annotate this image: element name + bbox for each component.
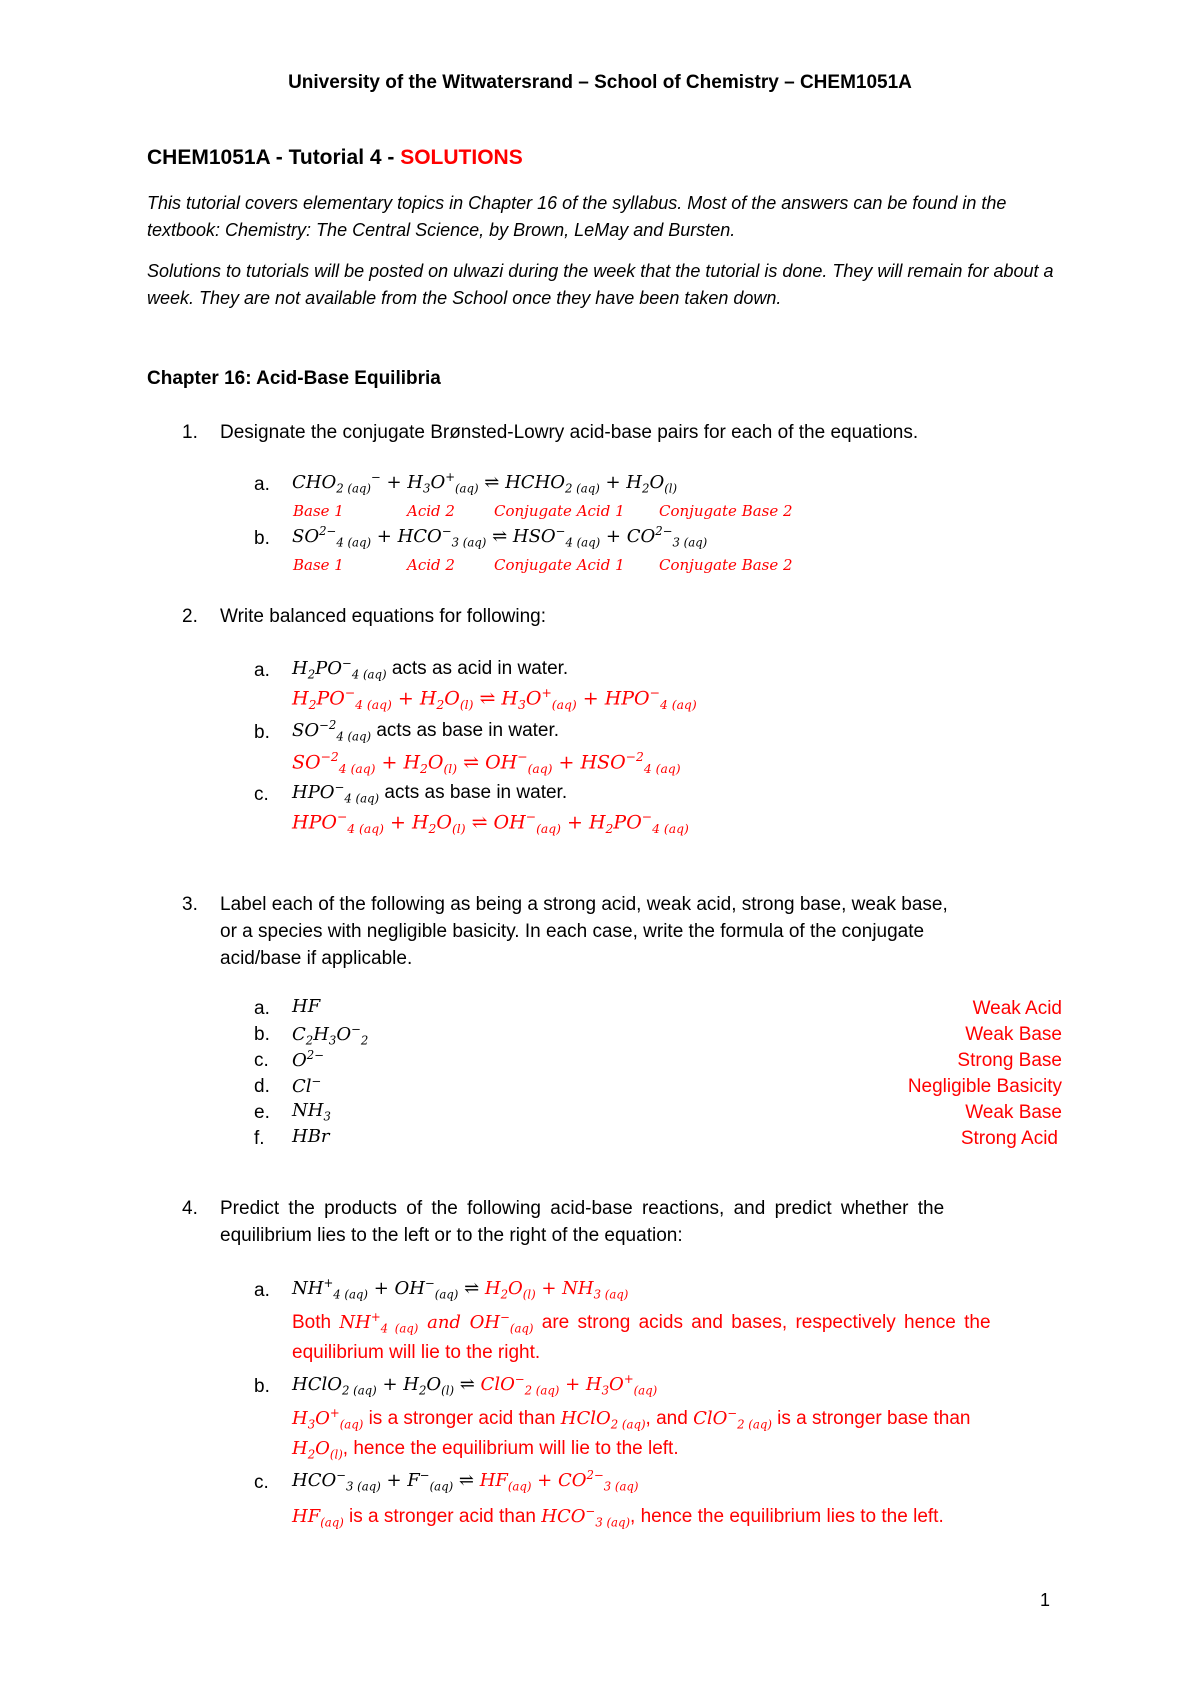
- q3a-answer: Weak Acid: [972, 998, 1062, 1019]
- q2b-line: $SO^{-2}_{4 (aq)}$ acts as base in water.: [292, 718, 560, 744]
- q4b-letter: b.: [254, 1376, 270, 1397]
- q3b-formula: $C_2H_3O^-_2$: [292, 1022, 369, 1048]
- q4b-explanation-2: $H_2O_{(l)}$, hence the equilibrium will lie to the left.: [292, 1438, 679, 1462]
- q3e-formula: $NH_3$: [292, 1100, 331, 1124]
- q4-text-line-1: Predict the products of the following acid-base reactions, and predict whether the: [220, 1198, 945, 1219]
- q3e-answer: Weak Base: [965, 1102, 1062, 1123]
- q3f-formula: HBr: [292, 1126, 330, 1147]
- q2a-text: acts as acid in water.: [391, 658, 569, 679]
- q3d-letter: d.: [254, 1076, 270, 1097]
- chapter-heading: Chapter 16: Acid-Base Equilibria: [147, 368, 441, 389]
- q1a-label-conj-base2: Conjugate Base 2: [659, 502, 793, 520]
- q1a-label-acid2: Acid 2: [407, 502, 455, 520]
- q4c-explanation: $HF_{(aq)}$ is a stronger acid than $HCO^-_{3 (aq)}$, hence the equilibrium lies to the left.: [292, 1504, 944, 1530]
- q2-text: Write balanced equations for following:: [220, 606, 547, 627]
- q1a-label-base1: Base 1: [293, 502, 344, 520]
- q1a-equation: $CHO_{2 (aq)}^- + H_3O^+_{(aq)}$ ⇌ $HCHO_{2 (aq)} + H_2O_{(l)}$: [292, 470, 678, 496]
- q1b-label-base1: Base 1: [293, 556, 344, 574]
- q4b-exp-mid2: , and: [645, 1408, 688, 1429]
- q4b-exp2-end: , hence the equilibrium will lie to the left.: [342, 1438, 679, 1459]
- q3c-formula: $O^{2-}$: [292, 1048, 324, 1071]
- q3a-formula: HF: [292, 996, 321, 1017]
- q3d-answer: Negligible Basicity: [907, 1076, 1062, 1097]
- q2c-line: $HPO^-_{4 (aq)}$ acts as base in water.: [292, 780, 568, 806]
- q1a-letter: a.: [254, 474, 270, 495]
- q1b-equation: $SO^{2-}_{4 (aq)} + HCO^-_{3 (aq)}$ ⇌ $HSO^-_{4 (aq)} + CO^{2-}_{3 (aq)}$: [292, 524, 708, 550]
- q4c-exp-end: , hence the equilibrium lies to the left.: [630, 1506, 944, 1527]
- q3f-letter: f.: [254, 1128, 265, 1149]
- q4a-explanation-2: equilibrium will lie to the right.: [292, 1342, 541, 1363]
- q4a-exp-end: are strong acids and bases, respectively hence the: [541, 1312, 991, 1333]
- q2a-answer: $H_2PO^-_{4 (aq)} + H_2O_{(l)}$ ⇌ $H_3O^+_{(aq)} + HPO^-_{4 (aq)}$: [292, 686, 697, 713]
- intro-paragraph-1: This tutorial covers elementary topics in Chapter 16 of the syllabus. Most of the answers can be found in the textbook: Chemistry: The Central Science, by Brown, LeMay and Bursten.: [147, 193, 1007, 240]
- q4-text-line-2: equilibrium lies to the left or to the right of the equation:: [220, 1225, 683, 1246]
- q2c-answer: $HPO^-_{4 (aq)} + H_2O_{(l)}$ ⇌ $OH^-_{(aq)} + H_2PO^-_{4 (aq)}$: [292, 810, 689, 837]
- q3c-letter: c.: [254, 1050, 269, 1071]
- q4b-exp-mid1: is a stronger acid than: [368, 1408, 556, 1429]
- q3c-answer: Strong Base: [957, 1050, 1062, 1071]
- q2a-letter: a.: [254, 660, 270, 681]
- q2-number: 2.: [182, 606, 198, 627]
- q3b-letter: b.: [254, 1024, 270, 1045]
- q1a-label-conj-acid1: Conjugate Acid 1: [494, 502, 625, 520]
- q4c-letter: c.: [254, 1472, 269, 1493]
- q2b-text: acts as base in water.: [376, 720, 560, 741]
- q3-text-line-3: acid/base if applicable.: [220, 948, 413, 969]
- q3a-letter: a.: [254, 998, 270, 1019]
- q2b-letter: b.: [254, 722, 270, 743]
- q1-number: 1.: [182, 422, 198, 443]
- title-highlight: SOLUTIONS: [400, 146, 523, 169]
- q1b-label-conj-acid1: Conjugate Acid 1: [494, 556, 625, 574]
- page-title: [147, 146, 523, 170]
- q2c-letter: c.: [254, 784, 269, 805]
- q3d-formula: Cl−: [292, 1074, 322, 1097]
- q4a-letter: a.: [254, 1280, 270, 1301]
- q3-number: 3.: [182, 894, 198, 915]
- q3-text-line-1: Label each of the following as being a strong acid, weak acid, strong base, weak base,: [220, 894, 948, 915]
- q3e-letter: e.: [254, 1102, 270, 1123]
- q1b-letter: b.: [254, 528, 270, 549]
- q4a-equation: $NH^+_{4 (aq)} + OH^-_{(aq)}$ ⇌ $H_2O_{(l)} + NH_{3 (aq)}$: [292, 1276, 629, 1302]
- q4b-equation: HClO$_{2 (aq)}$ + $H_2O_{(l)}$ ⇌ $ClO^-_{2 (aq)} + H_3O^+_{(aq)}$: [292, 1372, 658, 1398]
- page-header: University of the Witwatersrand – School of Chemistry – CHEM1051A: [288, 72, 912, 93]
- q1-text: Designate the conjugate Brønsted-Lowry acid-base pairs for each of the equations.: [220, 422, 919, 443]
- q1b-label-conj-base2: Conjugate Base 2: [659, 556, 793, 574]
- q2b-answer: $SO^{-2}_{4 (aq)} + H_2O_{(l)}$ ⇌ $OH^-_{(aq)} + HSO^{-2}_{4 (aq)}$: [292, 750, 681, 777]
- q2a-line: $H_2PO^-_{4 (aq)}$ acts as acid in water.: [292, 656, 569, 682]
- q1b-label-acid2: Acid 2: [407, 556, 455, 574]
- intro-paragraph-2: Solutions to tutorials will be posted on ulwazi during the week that the tutorial is done. They will remain for about a week. They are not available from the School once they have been taken down.: [147, 261, 1054, 308]
- q2c-text: acts as base in water.: [384, 782, 568, 803]
- q4a-exp-start: Both: [292, 1312, 332, 1333]
- q3-text-line-2: or a species with negligible basicity. In each case, write the formula of the conjugate: [220, 921, 925, 942]
- q4b-exp-end: is a stronger base than: [777, 1408, 971, 1429]
- q4c-equation: $HCO^-_{3 (aq)} + F^-_{(aq)}$ ⇌ $HF_{(aq)} + CO^{2-}_{3 (aq)}$: [292, 1468, 639, 1494]
- q4b-explanation-1: $H_3O^+_{(aq)}$ is a stronger acid than HClO$_{2 (aq)}$, and ClO−$_{2 (aq)}$ is a stronger base than: [292, 1406, 971, 1432]
- page-number: 1: [1040, 1590, 1051, 1610]
- q3b-answer: Weak Base: [965, 1024, 1062, 1045]
- title-main: CHEM1051A - Tutorial 4 -: [147, 146, 401, 169]
- q4c-exp-mid: is a stronger acid than: [349, 1506, 536, 1527]
- q3f-answer: Strong Acid: [960, 1128, 1058, 1149]
- q4a-explanation-1: Both $NH^+_{4 (aq)}$ and $OH^-_{(aq)}$ are strong acids and bases, respectively hence the: [292, 1310, 991, 1336]
- q4-number: 4.: [182, 1198, 198, 1219]
